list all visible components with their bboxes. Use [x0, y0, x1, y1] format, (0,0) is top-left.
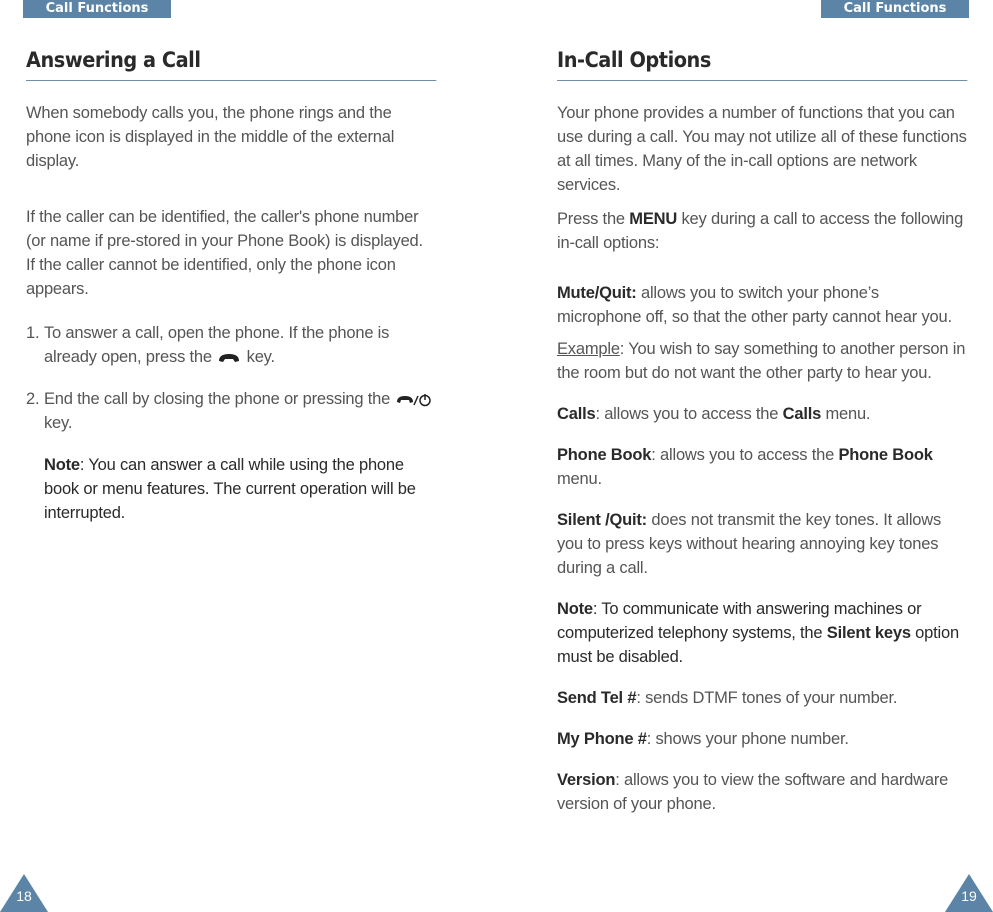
- paragraph-caller-id: If the caller can be identified, the caller's phone number (or name if pre-stored in your Phone Book) is displayed. If the caller cannot be identified, only the phone icon appears.: [26, 208, 423, 298]
- send-key-icon: [216, 350, 242, 366]
- page-title-incall: In-Call Options: [557, 48, 967, 81]
- page-number-right-text: 19: [961, 888, 977, 904]
- page-title-answering: Answering a Call: [26, 48, 436, 81]
- right-column: [557, 48, 967, 816]
- option-silent: Silent /Quit: does not transmit the key tones. It allows you to press keys without hearing annoying key tones during a call.: [557, 511, 942, 577]
- step-2: [26, 387, 436, 435]
- option-send-tel: Send Tel #: sends DTMF tones of your number.: [557, 689, 898, 707]
- left-column: [26, 48, 436, 525]
- option-version: Version: allows you to view the software and hardware version of your phone.: [557, 771, 949, 813]
- step-2-number: 2.: [26, 390, 40, 408]
- paragraph-ring: When somebody calls you, the phone rings and the phone icon is displayed in the middle of the external display.: [26, 104, 395, 170]
- option-my-phone: My Phone #: shows your phone number.: [557, 730, 849, 748]
- step-1-number: 1.: [26, 324, 40, 342]
- page-number-left-text: 18: [16, 888, 32, 904]
- page-number-left: [0, 874, 48, 912]
- step-1: [26, 321, 436, 369]
- page-number-right: [945, 874, 993, 912]
- note-silent-keys: Note: To communicate with answering machines or computerized telephony systems, the Silent keys option must be disabled.: [557, 600, 959, 666]
- step-2-text: End the call by closing the phone or pressing the key.: [44, 387, 436, 435]
- option-mute: Mute/Quit: allows you to switch your phone’s microphone off, so that the other party cannot hear you.: [557, 284, 952, 326]
- header-tab-left: Call Functions: [23, 0, 171, 18]
- option-calls: Calls: allows you to access the Calls menu.: [557, 405, 871, 423]
- example-mute: Example: You wish to say something to another person in the room but do not want the other party to hear you.: [557, 340, 966, 382]
- option-phone-book: Phone Book: allows you to access the Phone Book menu.: [557, 446, 933, 488]
- note-answer: Note: You can answer a call while using the phone book or menu features. The current operation will be interrupted.: [44, 456, 416, 522]
- paragraph-intro: Your phone provides a number of functions that you can use during a call. You may not utilize all of these functions at all times. Many of the in-call options are network services.: [557, 104, 967, 194]
- step-1-text: To answer a call, open the phone. If the phone is already open, press the key.: [44, 324, 390, 366]
- paragraph-press-menu: Press the MENU key during a call to access the following in-call options:: [557, 210, 964, 252]
- end-power-key-icon: [395, 392, 433, 408]
- header-tab-right: Call Functions: [821, 0, 969, 18]
